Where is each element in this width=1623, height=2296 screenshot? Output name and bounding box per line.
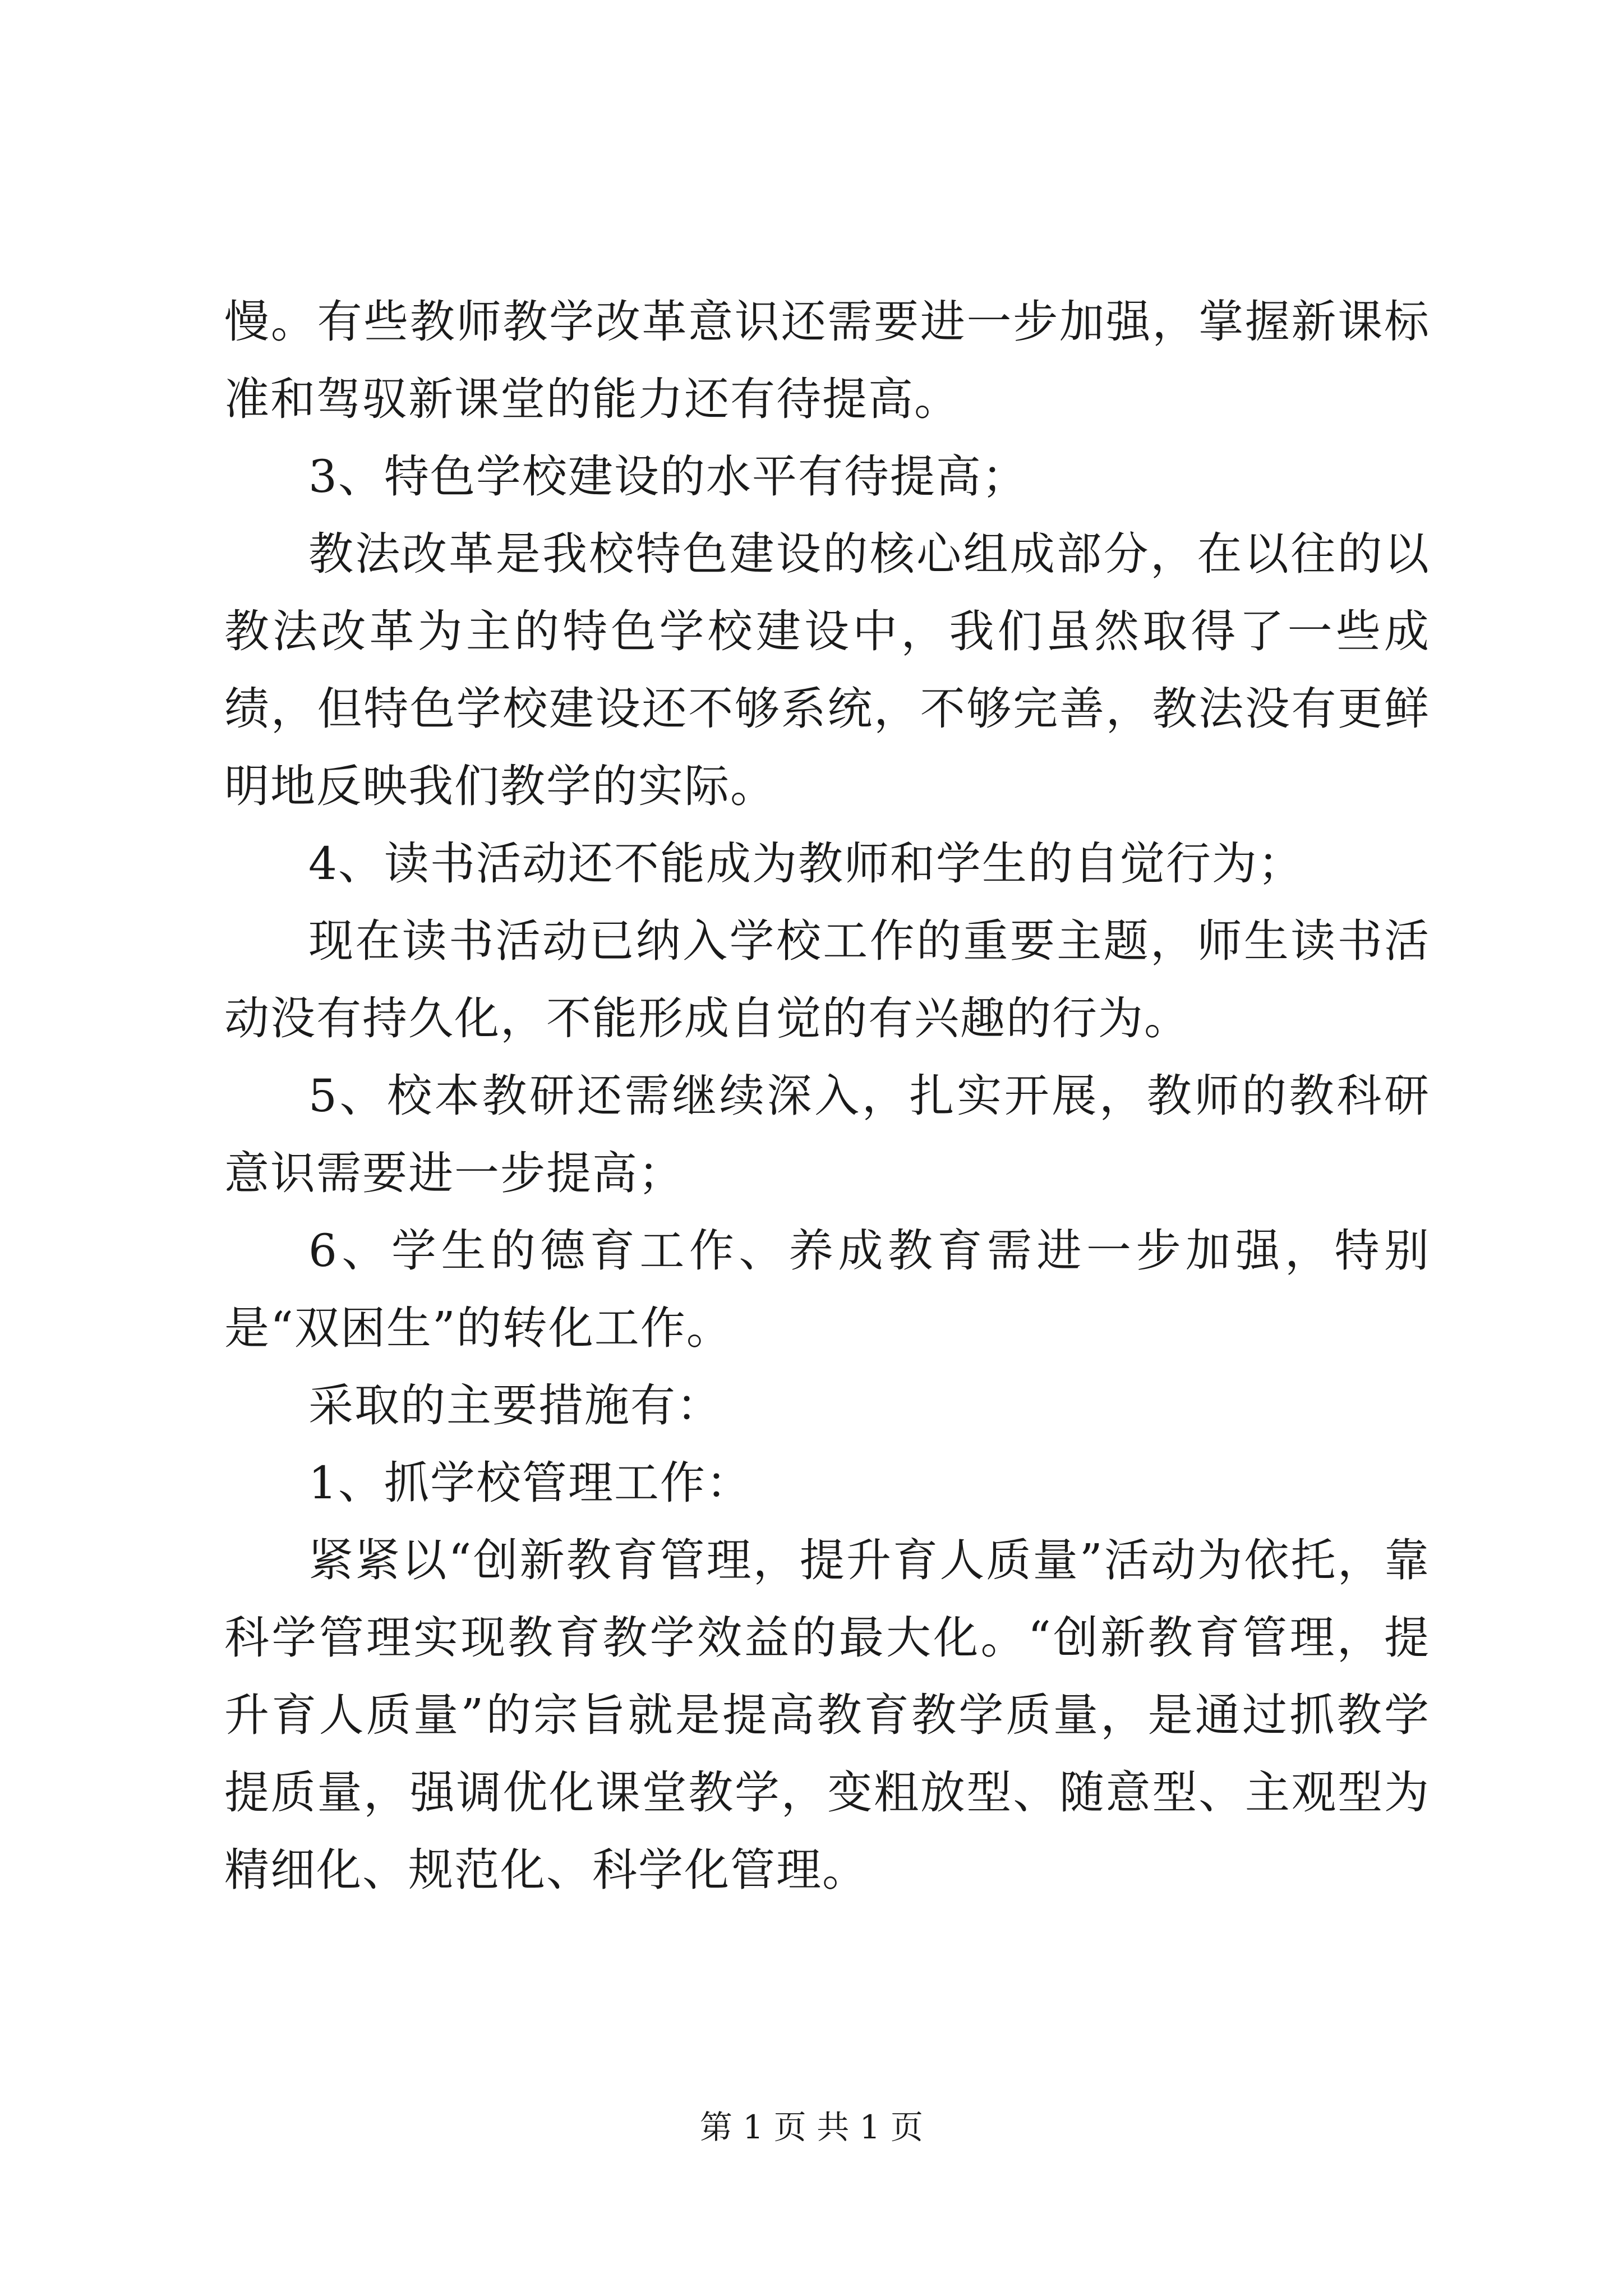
paragraph-item-6: 6、学生的德育工作、养成教育需进一步加强，特别是“双困生”的转化工作。 [224, 1225, 1430, 1354]
paragraph-measure-1-heading: 1、抓学校管理工作： [308, 1457, 752, 1509]
document-body [224, 283, 1430, 1909]
paragraph-item-3-body: 教法改革是我校特色建设的核心组成部分，在以往的以教法改革为主的特色学校建设中，我们虽然取得了一些成绩，但特色学校建设还不够系统，不够完善，教法没有更鲜明地反映我们教学的实际。 [224, 528, 1430, 812]
paragraph-measures-intro: 采取的主要措施有： [308, 1379, 722, 1432]
paragraph-measure-1-body: 紧紧以“创新教育管理，提升育人质量”活动为依托，靠科学管理实现教育教学效益的最大化。“创新教育管理，提升育人质量”的宗旨就是提高教育教学质量，是通过抓教学提质量，强调优化课堂教学，变粗放型、随意型、主观型为精细化、规范化、科学化管理。 [224, 1534, 1430, 1896]
paragraph-item-5: 5、校本教研还需继续深入，扎实开展，教师的教科研意识需要进一步提高； [224, 1070, 1430, 1199]
paragraph-item-4-heading: 4、读书活动还不能成为教师和学生的自觉行为； [308, 838, 1304, 890]
paragraph-continuation: 慢。有些教师教学改革意识还需要进一步加强，掌握新课标准和驾驭新课堂的能力还有待提高。 [224, 296, 1430, 425]
paragraph-item-4-body: 现在读书活动已纳入学校工作的重要主题，师生读书活动没有持久化，不能形成自觉的有兴趣的行为。 [224, 915, 1430, 1045]
page-footer: 第 1 页 共 1 页 [700, 2108, 923, 2146]
paragraph-item-3-heading: 3、特色学校建设的水平有待提高； [308, 450, 1028, 503]
